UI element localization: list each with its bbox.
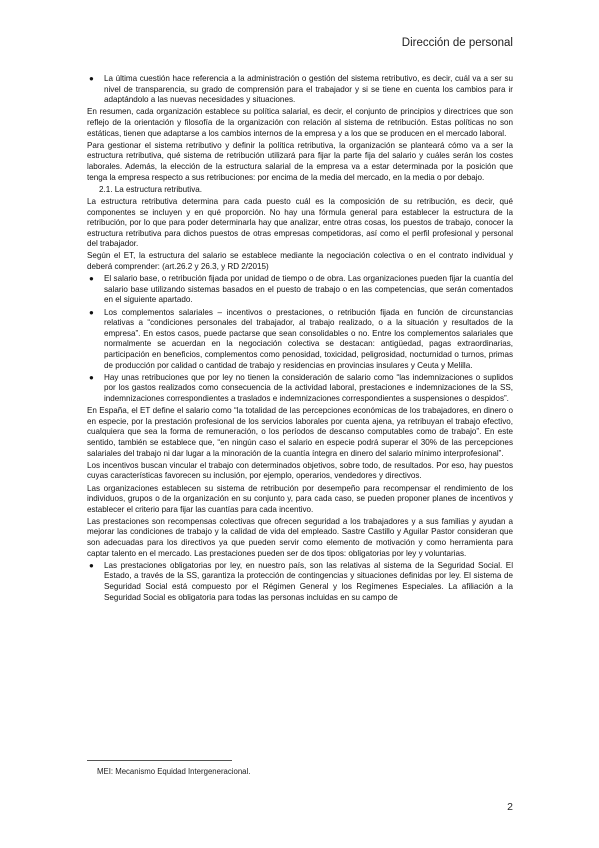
list-item	[87, 74, 513, 106]
list-item-text: El salario base, o retribución fijada por unidad de tiempo o de obra. Las organizaciones pueden fijar la cuantía del salario base utilizando sistemas basados en el puesto de trabajo o en las competencias, que serán comentados en el siguiente apartado.	[104, 274, 513, 305]
page-body	[87, 74, 513, 605]
paragraph: En España, el ET define el salario como “la totalidad de las percepciones económicas de los trabajadores, en dinero o en especie, por la prestación profesional de los servicios laborales por cuenta ajena, ya retribuyan el trabajo efectivo, cualquiera que sea la forma de remuneración, o los períodos de descanso computables como de trabajo”. En este sentido, también se establece que, “en ningún caso el salario en especie podrá superar el 30% de las percepciones salariales del trabajo ni dar lugar a la minoración de la cuantía íntegra en dinero del salario mínimo interprofesional”.	[87, 406, 513, 458]
paragraph: Los incentivos buscan vincular el trabajo con determinados objetivos, sobre todo, de resultados. Por eso, hay puestos cuyas características favorecen su inclusión, por ejemplo, operarios, vendedores y directivos.	[87, 460, 513, 481]
page-number: 2	[507, 801, 513, 813]
list-item-text: Los complementos salariales – incentivos o prestaciones, o retribución fijada en función de circunstancias relativas a “condiciones personales del trabajador, al trabajo realizado, o a la situación y resultados de la empresa”. En estos casos, puede pactarse que sean consolidables o no. Entre los complementos salariales que normalmente se acuerdan en la negociación colectiva se destacan: antigüedad, pagas extraordinarias, participación en beneficios, complementos como penosidad, toxicidad, peligrosidad, nocturnidad o turnos, primas de producción por calidad o cantidad de trabajo y residencias en provincias insulares y Ceuta y Melilla.	[104, 307, 513, 370]
footnote: MEI: Mecanismo Equidad Intergeneracional.	[97, 767, 251, 776]
list-item	[87, 308, 513, 372]
list-item-text: La última cuestión hace referencia a la administración o gestión del sistema retributivo, es decir, cuál va a ser su nivel de transparencia, su grado de comprensión para el trabajador y si se tiene en cuenta los cambios para ir adaptándolo a las nuevas necesidades y situaciones.	[104, 74, 513, 105]
paragraph: La estructura retributiva determina para cada puesto cuál es la composición de su retribución, es decir, qué componentes se incluyen y en qué proporción. No hay una fórmula general para establecer la estructura de la retribución, por lo que para poder determinarla hay que analizar, entre otras cosas, los puestos de trabajo, conocer la estructura retributiva para dichos puestos de otras empresas competidoras, así como el perfil profesional y personal del trabajador.	[87, 196, 513, 249]
bullet-icon: ●	[89, 372, 94, 382]
paragraph: Las organizaciones establecen su sistema de retribución por desempeño para recompensar el rendimiento de los individuos, grupos o de la organización en su conjunto y, para cada caso, se pueden proponer planes de incentivos y establecer el criterio para fijar las cuantías para cada incentivo.	[87, 483, 513, 514]
bullet-icon: ●	[89, 74, 94, 83]
bullet-icon: ●	[89, 274, 94, 284]
paragraph: Para gestionar el sistema retributivo y definir la política retributiva, la organización se planteará cómo va a ser la estructura retributiva, qué sistema de retribución utilizará para fijar la parte fija del salario y cuáles serán los costes laborales. Además, la elección de la estructura salarial de la empresa va a estar determinada por la posición que tenga la empresa respecto a sus retribuciones: por encima de la media del mercado, en la media o por debajo.	[87, 140, 513, 182]
section-heading: 2.1. La estructura retributiva.	[99, 184, 203, 194]
running-header: Dirección de personal	[401, 37, 513, 49]
footnote-divider	[87, 760, 232, 761]
list-item	[87, 373, 513, 405]
paragraph: Las prestaciones son recompensas colectivas que ofrecen seguridad a los trabajadores y a sus familias y ayudan a mejorar las condiciones de trabajo y la calidad de vida del empleado. Sastre Castillo y Aguilar Pastor consideran que son adecuadas para los directivos ya que pueden servir como elemento de motivación y como herramienta para captar talento en el mercado. Las prestaciones pueden ser de dos tipos: obligatorias por ley y voluntarias.	[87, 516, 513, 558]
paragraph: Según el ET, la estructura del salario se establece mediante la negociación colectiva o en el contrato individual y deberá comprender: (art.26.2 y 26.3, y RD 2/2015)	[87, 251, 513, 272]
list-item	[87, 274, 513, 306]
paragraph: En resumen, cada organización establece su política salarial, es decir, el conjunto de principios y directrices que son reflejo de la orientación y filosofía de la organización con relación al sistema de retribución. Estas políticas no son estáticas, tienen que adaptarse a los cambios internos de la empresa y a los que se producen en el mercado laboral.	[87, 107, 513, 138]
bullet-icon: ●	[89, 560, 94, 570]
list-item-text: Las prestaciones obligatorias por ley, en nuestro país, son las relativas al sistema de la Seguridad Social. El Estado, a través de la SS, garantiza la protección de contingencias y situaciones definidas por ley. El sistema de Seguridad Social está compuesto por el Régimen General y los Regímenes Especiales. La afiliación a la Seguridad Social es obligatoria para todas las personas incluidas en su campo de	[104, 560, 513, 602]
bullet-icon: ●	[89, 307, 94, 317]
list-item-text: Hay unas retribuciones que por ley no tienen la consideración de salario como “las indemnizaciones o suplidos por los gastos realizados como consecuencia de la actividad laboral, prestaciones e indemnizaciones de la SS, indemnizaciones correspondientes a traslados e indemnizaciones correspondientes a suspensiones o despidos”.	[104, 372, 513, 403]
list-item	[87, 561, 513, 603]
